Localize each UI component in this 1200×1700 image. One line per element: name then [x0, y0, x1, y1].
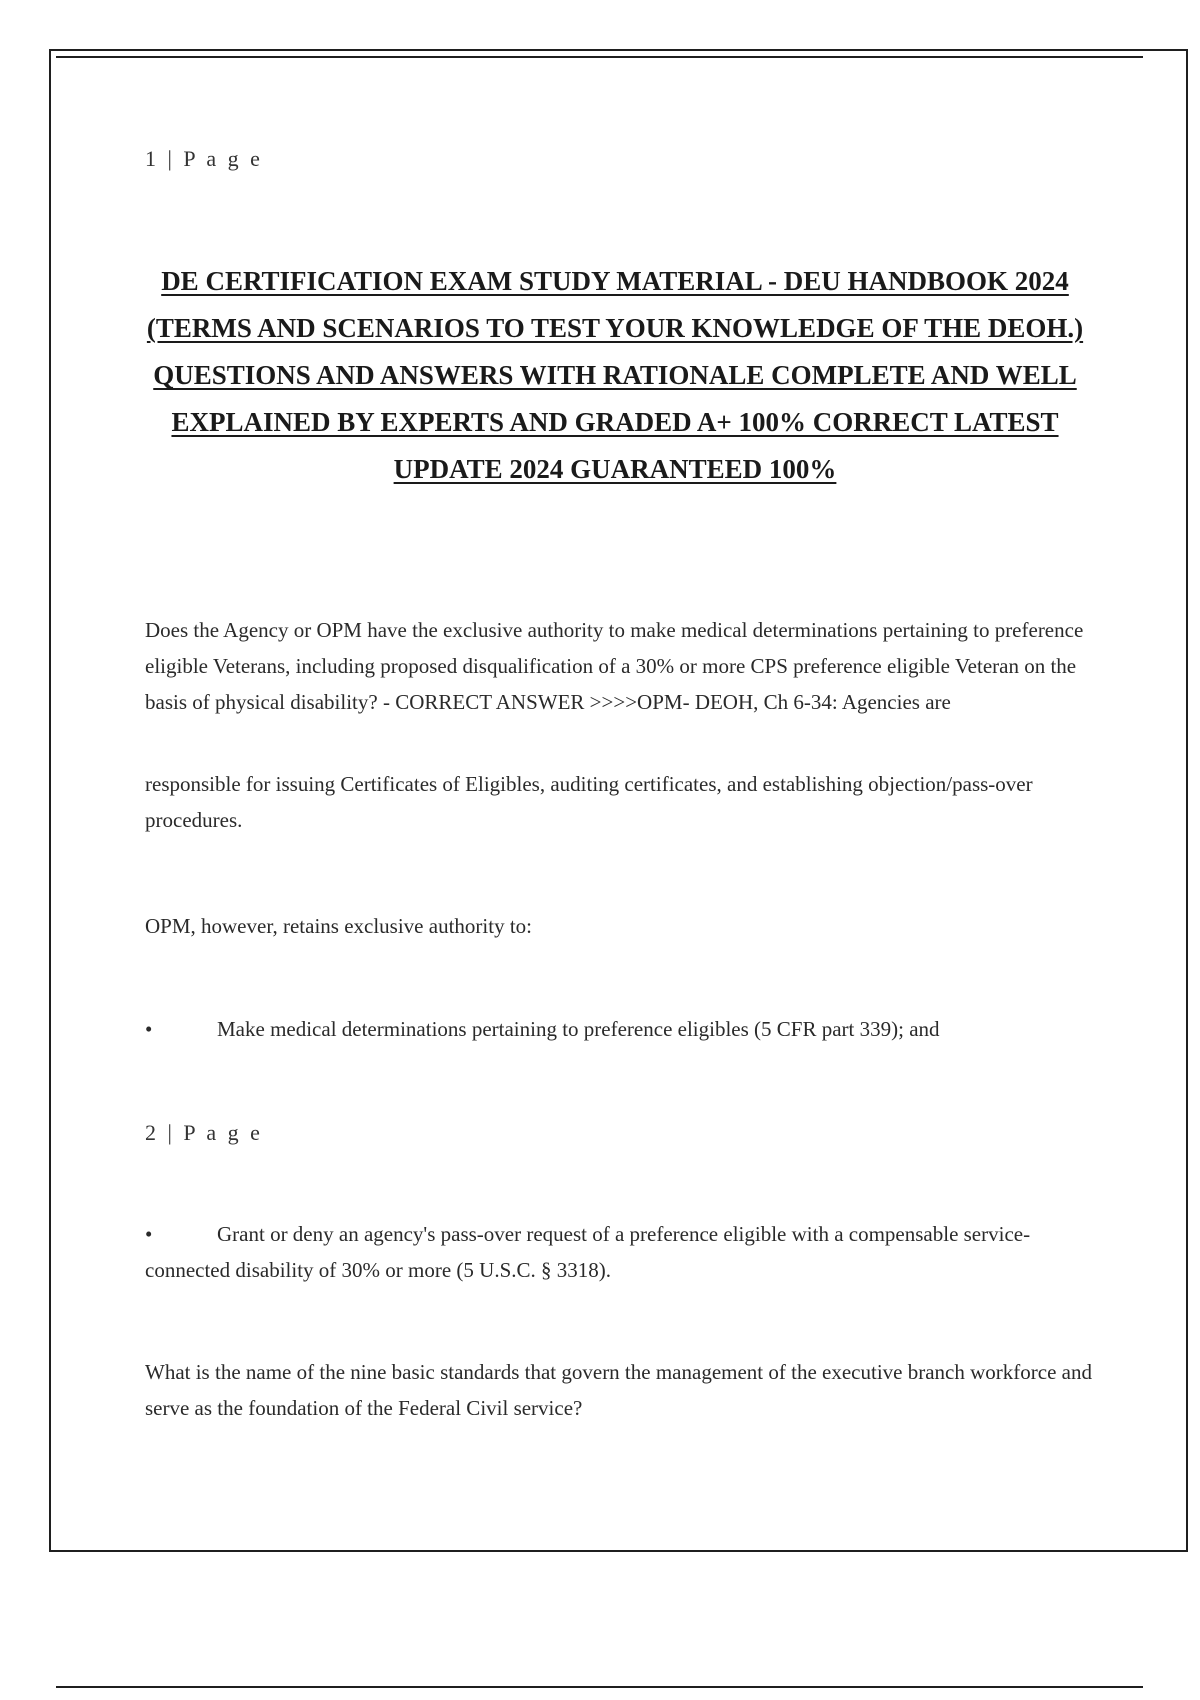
page-number-1: 1 | P a g e [145, 146, 263, 171]
question-2: What is the name of the nine basic standards that govern the management of the executive branch workforce and serve as the foundation of the Federal Civil service? [145, 1360, 1092, 1420]
answer-1-continued: responsible for issuing Certificates of Eligibles, auditing certificates, and establishing objection/pass-over procedures. [145, 772, 1033, 832]
question-1: Does the Agency or OPM have the exclusive authority to make medical determinations pertaining to preference eligible Veterans, including proposed disqualification of a 30% or more CPS preference eligible Veteran on the basis of physical disability? - CORRECT ANSWER >>>>OPM- DEOH, Ch 6-34: Agencies are [145, 618, 1084, 714]
bottom-rule [56, 1686, 1143, 1688]
bullet-icon: • [145, 1017, 153, 1041]
bullet-icon: • [145, 1222, 153, 1246]
bullet-text: Make medical determinations pertaining to preference eligibles (5 CFR part 339); and [217, 1017, 940, 1041]
bullet-item-2 [145, 1216, 1095, 1288]
opm-authority-intro: OPM, however, retains exclusive authority to: [145, 914, 532, 938]
document-title: DE CERTIFICATION EXAM STUDY MATERIAL - DEU HANDBOOK 2024 (TERMS AND SCENARIOS TO TEST YOUR KNOWLEDGE OF THE DEOH.) QUESTIONS AND ANSWERS WITH RATIONALE COMPLETE AND WELL EXPLAINED BY EXPERTS AND GRADED A+ 100% CORRECT LATEST UPDATE 2024 GUARANTEED 100% [146, 266, 1084, 484]
bullet-item-1 [145, 1011, 1095, 1047]
bullet-text: Grant or deny an agency's pass-over request of a preference eligible with a compensable service-connected disability of 30% or more (5 U.S.C. § 3318). [145, 1222, 1031, 1282]
page-number-2: 2 | P a g e [145, 1120, 263, 1145]
